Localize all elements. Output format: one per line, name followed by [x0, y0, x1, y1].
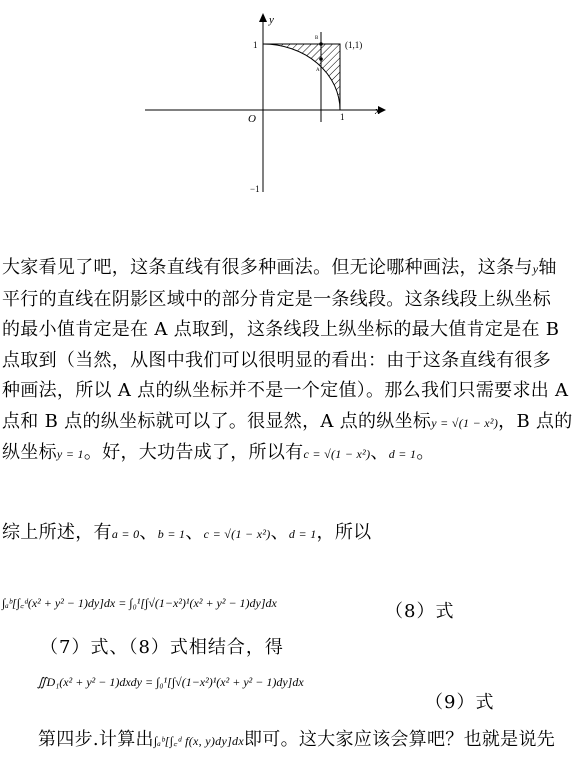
- point-b-label: B: [315, 36, 319, 41]
- text: 、: [270, 522, 289, 543]
- text: 。: [416, 442, 435, 463]
- para-line-5: 种画法，所以 A 点的纵坐标并不是一个定值）。那么我们只需要求出 A: [2, 380, 569, 401]
- combine-text: （7）式、（8）式相结合，得: [40, 637, 284, 658]
- step-four-line: [38, 725, 578, 757]
- paragraph-explanation: [2, 253, 580, 470]
- formula-a-y: y = √(1 − x²): [431, 415, 499, 430]
- para-line-2: 平行的直线在阴影区域中的部分肯定是一条线段。这条线段上纵坐标: [2, 288, 551, 310]
- text: ，所以: [316, 522, 372, 543]
- text: 。好，大功告成了，所以有: [83, 442, 304, 463]
- para-line-7: [2, 438, 580, 470]
- formula-d: d = 1: [388, 447, 417, 461]
- step-four: [38, 725, 578, 757]
- shaded-region: [263, 44, 340, 110]
- text: 大家看见了吧，这条直线有很多种画法。但无论哪种画法，这条与: [2, 257, 533, 278]
- formula-b: b = 1: [157, 527, 186, 541]
- text: 即可。这大家应该会算吧？也就是说先: [243, 729, 556, 750]
- formula-a: a = 0: [111, 527, 140, 541]
- formula-b-y: y = 1: [56, 447, 84, 461]
- text: 第四步.计算出: [38, 729, 154, 750]
- formula-c: c = √(1 − x²): [203, 527, 271, 541]
- text: 纵坐标: [2, 442, 57, 463]
- text: 、: [370, 442, 389, 463]
- para-line-4: 点取到（当然，从图中我们可以很明显的看出：由于这条直线有很多: [2, 349, 551, 371]
- tick-y-1: 1: [253, 40, 258, 50]
- y-axis-arrow: [259, 13, 267, 22]
- formula-integral: ∫ₐᵇ[∫꜀ᵈ f(x, y)dy]dx: [153, 734, 244, 748]
- tick-x-1: 1: [340, 112, 345, 122]
- tick-y-neg1: −1: [250, 184, 260, 194]
- text: 点和 B 点的纵坐标就可以了。很显然，A 点的纵坐标: [2, 410, 432, 432]
- text: 轴: [538, 257, 557, 278]
- text: 、: [139, 522, 158, 543]
- formula-d: d = 1: [288, 527, 317, 541]
- point-b: [319, 42, 323, 46]
- point-label: (1,1): [345, 40, 363, 50]
- para-line-6: [2, 407, 580, 439]
- y-axis-label: y: [269, 14, 274, 26]
- equation-8: ∫ₐᵇ[∫꜀ᵈ(x² + y² − 1)dy]dx = ∫₀¹[∫√(1−x²)¹(x² + y² − 1)dy]dx: [2, 596, 277, 610]
- equation-9: ∬D₁(x² + y² − 1)dxdy = ∫₀¹[∫√(1−x²)¹(x² + y² − 1)dy]dx: [37, 675, 304, 689]
- formula-c: c = √(1 − x²): [303, 447, 371, 461]
- equation-8-label: （8）式: [385, 601, 455, 622]
- text: ，B 点的: [498, 410, 573, 432]
- text: 综上所述，有: [2, 522, 112, 543]
- text: 、: [185, 522, 204, 543]
- summary-line: [2, 518, 580, 550]
- region-figure: [140, 10, 390, 195]
- equation-9-label: （9）式: [425, 692, 495, 713]
- var-y: y: [532, 262, 539, 276]
- paragraph-summary: [2, 518, 580, 550]
- para-line-1: [2, 253, 580, 285]
- para-line-3: 的最小值肯定是在 A 点取到，这条线段上纵坐标的最大值肯定是在 B: [2, 319, 560, 340]
- point-a: [319, 57, 323, 61]
- point-a-label: A: [316, 68, 320, 73]
- x-axis-label: x: [375, 105, 380, 117]
- origin-label: O: [248, 113, 256, 125]
